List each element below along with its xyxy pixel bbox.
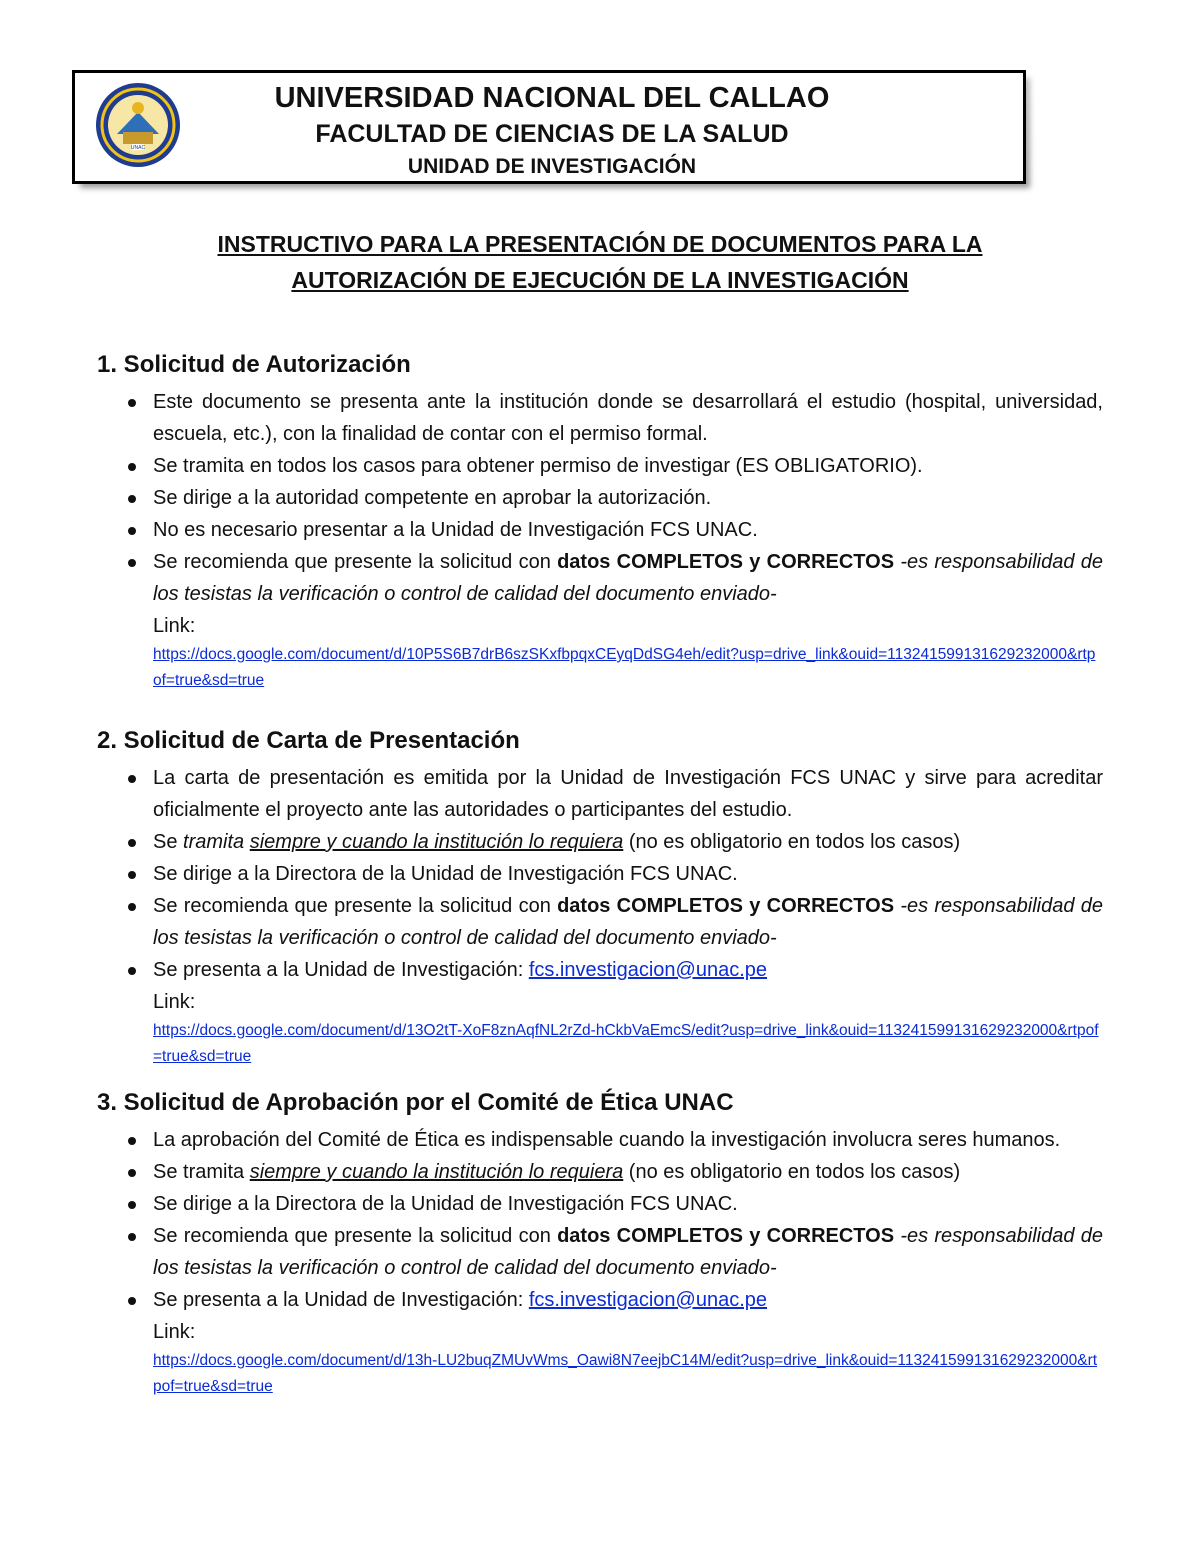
- seal-text: UNAC: [130, 145, 146, 151]
- bullet-icon: [128, 1233, 136, 1241]
- section-2-list: [128, 762, 1103, 1070]
- bullet-text: Se tramita en todos los casos para obtener permiso de investigar (ES OBLIGATORIO).: [153, 455, 923, 477]
- section-3-list: [128, 1124, 1103, 1400]
- bullet-text: Se dirige a la Directora de la Unidad de Investigación FCS UNAC.: [153, 1193, 738, 1215]
- list-item: [128, 762, 1103, 826]
- bullet-icon: [128, 903, 136, 911]
- bullet-bold-text: datos COMPLETOS y CORRECTOS: [557, 551, 895, 573]
- list-item: [128, 1188, 1103, 1220]
- bullet-text: Se tramita: [153, 1161, 250, 1183]
- email-link[interactable]: fcs.investigacion@unac.pe: [528, 1289, 768, 1311]
- list-item: [128, 826, 1103, 858]
- bullet-italic-text: -es responsabilidad de los tesistas la verificación o control de calidad del documento enviado-: [153, 551, 1103, 605]
- list-item: [128, 1284, 1103, 1400]
- bullet-text: Se recomienda que presente la solicitud con: [153, 1225, 558, 1247]
- bullet-icon: [128, 1201, 136, 1209]
- list-item: [128, 386, 1103, 450]
- bullet-icon: [128, 463, 136, 471]
- section-heading-2: 2. Solicitud de Carta de Presentación: [97, 727, 520, 754]
- list-item: [128, 858, 1103, 890]
- section-heading-3: 3. Solicitud de Aprobación por el Comité de Ética UNAC: [97, 1089, 734, 1116]
- document-title: [120, 226, 1080, 298]
- bullet-underlined-text: siempre y cuando la institución lo requiera: [249, 831, 624, 853]
- list-item: [128, 482, 1103, 514]
- bullet-text: Se recomienda que presente la solicitud con: [153, 551, 558, 573]
- document-link-1[interactable]: https://docs.google.com/document/d/10P5S6B7drB6szSKxfbpqxCEyqDdSG4eh/edit?usp=drive_link&ouid=113241599131629232000&rtpof=true&sd=true: [153, 646, 1096, 689]
- bullet-icon: [128, 775, 136, 783]
- link-label: Link:: [153, 991, 196, 1013]
- letterhead: [72, 70, 1026, 184]
- list-item: [128, 514, 1103, 546]
- bullet-bold-text: datos COMPLETOS y CORRECTOS: [557, 895, 895, 917]
- bullet-icon: [128, 1169, 136, 1177]
- bullet-icon: [128, 559, 136, 567]
- list-item: [128, 546, 1103, 694]
- document-link-2[interactable]: https://docs.google.com/document/d/13O2tT-XoF8znAqfNL2rZd-hCkbVaEmcS/edit?usp=drive_link&ouid=113241599131629232000&rtpof=true&sd=true: [153, 1022, 1099, 1065]
- email-link[interactable]: fcs.investigacion@unac.pe: [528, 959, 768, 981]
- bullet-text: (no es obligatorio en todos los casos): [623, 1161, 961, 1183]
- bullet-text: (no es obligatorio en todos los casos): [623, 831, 961, 853]
- bullet-text: Se: [153, 831, 184, 853]
- bullet-text: Se recomienda que presente la solicitud con: [153, 895, 558, 917]
- bullet-icon: [128, 399, 136, 407]
- bullet-text: Se dirige a la Directora de la Unidad de Investigación FCS UNAC.: [153, 863, 738, 885]
- bullet-icon: [128, 495, 136, 503]
- link-label: Link:: [153, 615, 196, 637]
- bullet-text: Se presenta a la Unidad de Investigación:: [153, 959, 529, 981]
- bullet-text: No es necesario presentar a la Unidad de Investigación FCS UNAC.: [153, 519, 758, 541]
- university-name: UNIVERSIDAD NACIONAL DEL CALLAO: [274, 82, 830, 114]
- bullet-text: Este documento se presenta ante la institución donde se desarrollará el estudio (hospital, universidad, escuela, etc.), con la finalidad de contar con el permiso formal.: [153, 391, 1103, 445]
- bullet-icon: [128, 967, 136, 975]
- letterhead-box: [72, 70, 1026, 184]
- list-item: [128, 1156, 1103, 1188]
- document-title-line-2: AUTORIZACIÓN DE EJECUCIÓN DE LA INVESTIGACIÓN: [291, 267, 909, 293]
- bullet-underlined-text: siempre y cuando la institución lo requiera: [249, 1161, 624, 1183]
- bullet-icon: [128, 1297, 136, 1305]
- bullet-icon: [128, 1137, 136, 1145]
- bullet-text: La carta de presentación es emitida por la Unidad de Investigación FCS UNAC y sirve para acreditar oficialmente el proyecto ante las autoridades o participantes del estudio.: [153, 767, 1103, 821]
- link-label: Link:: [153, 1321, 196, 1343]
- bullet-text: La aprobación del Comité de Ética es indispensable cuando la investigación involucra seres humanos.: [153, 1129, 1061, 1151]
- list-item: [128, 1220, 1103, 1284]
- section-1-list: [128, 386, 1103, 694]
- bullet-bold-text: datos COMPLETOS y CORRECTOS: [557, 1225, 895, 1247]
- bullet-icon: [128, 839, 136, 847]
- document-link-3[interactable]: https://docs.google.com/document/d/13h-LU2buqZMUvWms_Oawi8N7eejbC14M/edit?usp=drive_link&ouid=113241599131629232000&rtpof=true&sd=true: [153, 1352, 1098, 1395]
- bullet-icon: [128, 527, 136, 535]
- list-item: [128, 1124, 1103, 1156]
- document-title-line-1: INSTRUCTIVO PARA LA PRESENTACIÓN DE DOCUMENTOS PARA LA: [217, 231, 983, 257]
- bullet-text: Se dirige a la autoridad competente en aprobar la autorización.: [153, 487, 712, 509]
- bullet-italic-text: -es responsabilidad de los tesistas la verificación o control de calidad del documento enviado-: [153, 1225, 1103, 1279]
- section-heading-1: 1. Solicitud de Autorización: [97, 351, 411, 378]
- bullet-italic-text: -es responsabilidad de los tesistas la verificación o control de calidad del documento enviado-: [153, 895, 1103, 949]
- bullet-italic-text: tramita: [183, 831, 250, 853]
- list-item: [128, 890, 1103, 954]
- list-item: [128, 954, 1103, 1070]
- unit-name: UNIDAD DE INVESTIGACIÓN: [407, 155, 697, 178]
- faculty-name: FACULTAD DE CIENCIAS DE LA SALUD: [315, 120, 789, 148]
- bullet-icon: [128, 871, 136, 879]
- bullet-text: Se presenta a la Unidad de Investigación:: [153, 1289, 529, 1311]
- list-item: [128, 450, 1103, 482]
